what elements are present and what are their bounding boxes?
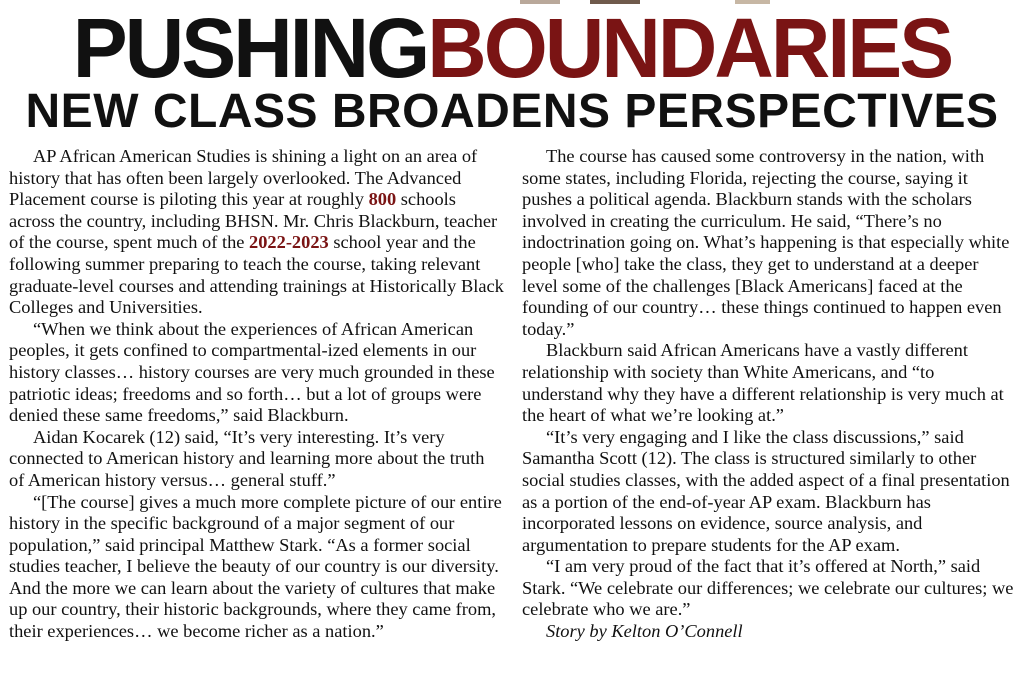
paragraph-text: AP African American Studies is shining a light on an area of history that has often been largely overlooked. The Advanced Placement course is piloting this year at roughly xyxy=(9,146,478,210)
paragraph-text: school year and the following summer preparing to teach the course, taking relevant graduate-level courses and attending trainings at Historically Black Colleges and Universities. xyxy=(9,232,504,318)
highlight-number: 800 xyxy=(368,189,397,210)
headline xyxy=(10,1,1014,95)
article-paragraph: The course has caused some controversy in the nation, with some states, including Florida, rejecting the course, saying it pushes a political agenda. Blackburn stands with the scholars involved in creating the curriculum. He said, “There’s no indoctrination going on. What’s happening is that especially white people [who] take the class, they get to understand at a deeper level some of the challenges [Black Americans] faced at the founding of our country… these things continued to happen even today.” xyxy=(522,146,1010,339)
article-paragraph: “I am very proud of the fact that it’s offered at North,” said Stark. “We celebrate our differences; we celebrate our cultures; we celebrate who we are.” xyxy=(522,556,1014,620)
paragraph-text: schools across the country, including BHSN. Mr. Chris Blackburn, teacher of the course, spent much of the xyxy=(9,189,498,253)
article-paragraph xyxy=(9,146,504,319)
article-column-right xyxy=(522,146,1017,676)
article-paragraph: “It’s very engaging and I like the class discussions,” said Samantha Scott (12). The class is structured similarly to other social studies classes, with the added aspect of a final presentation as a portion of the end-of-year AP exam. Blackburn has incorporated lessons on evidence, source analysis, and argumentation to prepare students for the AP exam. xyxy=(522,426,1010,555)
headline-word-boundaries: BOUNDARIES xyxy=(427,1,952,95)
highlight-year: 2022-2023 xyxy=(249,232,329,253)
article-paragraph: “[The course] gives a much more complete picture of our entire history in the specific background of a major segment of our population,” said principal Matthew Stark. “As a former social studies teacher, I believe the beauty of our country is our diversity. And the more we can learn about the variety of cultures that make up our country, their historic backgrounds, where they came from, their experiences… we become richer as a nation.” xyxy=(9,491,502,642)
article-paragraph: “When we think about the experiences of African American peoples, it gets confined to compartmental-ized elements in our history classes… history courses are very much grounded in these patriotic ideas; freedoms and so forth… but a lot of groups were denied these same freedoms,” said Blackburn. xyxy=(9,318,495,426)
article-paragraph: Blackburn said African Americans have a vastly different relationship with society than White Americans, and “to understand why they have a different relationship is very much at the heart of what we’re looking at.” xyxy=(522,340,1004,426)
byline: Story by Kelton O’Connell xyxy=(546,621,743,642)
subheadline: NEW CLASS BROADENS PERSPECTIVES xyxy=(25,85,999,138)
article-column-left xyxy=(9,146,504,676)
headline-word-pushing: PUSHING xyxy=(72,1,428,95)
article-paragraph: Aidan Kocarek (12) said, “It’s very interesting. It’s very connected to American history and learning more about the truth of American history versus… general stuff.” xyxy=(9,426,485,490)
article-body xyxy=(9,146,1017,676)
